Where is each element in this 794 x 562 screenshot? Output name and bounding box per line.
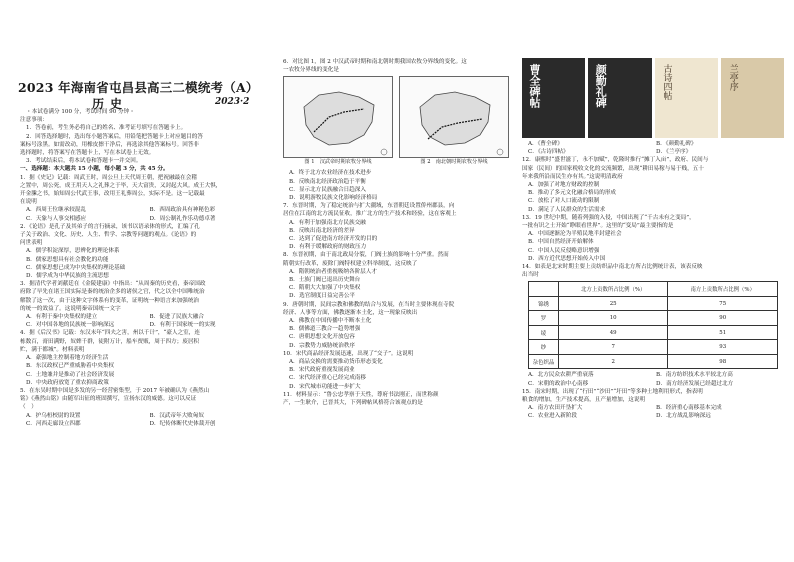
text-line: A．终于北方农业经济在技术进步	[289, 170, 372, 177]
text-line: B．反映出南北经济的差异	[289, 227, 355, 234]
text-line: C．达到了促进南方经济开发的目的	[289, 236, 378, 243]
option-row	[20, 206, 273, 214]
map-caption-1: 图 1 汉武帝时期农牧分界线	[304, 159, 372, 166]
map-figure-1	[283, 76, 393, 166]
map-figures	[283, 76, 513, 166]
option-text: D．纪传体断代史体裁开创	[149, 420, 216, 427]
text-line: 经济、人事等方面，佛教逐渐本土化，这一现象反映出	[283, 309, 418, 316]
text-line: 1．答卷前，考生务必将自己的姓名、准考证号填写在答题卡上。	[26, 125, 187, 132]
table-row	[529, 340, 778, 355]
table-cell: 90	[668, 311, 778, 326]
text-line: 7．东晋时期，为了稳定统治与扩大疆域，东晋朝廷设置侨州郡县，向	[283, 203, 455, 210]
table-cell: 锦绣	[529, 296, 559, 311]
map-caption-2: 图 2 南北朝时期农牧分界线	[420, 159, 488, 166]
text-line: 6．对比图 1，图 2 中汉武帝时期和南北朝时期我国农牧分界线的变化。这	[283, 59, 467, 65]
text-line: A．隋朝统治者重视吸纳各阶层人才	[289, 268, 377, 275]
text-line: A．加强了对地方财政的控制	[528, 182, 600, 189]
option-text: B．促进了民族大融合	[149, 314, 204, 321]
option-row	[20, 215, 273, 223]
text-line: B．中国自然经济开始解体	[528, 239, 594, 246]
text-line: A．儒学积淀深厚，思辨化的理论体系	[26, 248, 120, 255]
text-line: 栋数百，膏田满野，奴婢千群，徒附万计，船车贾贩，周于四方；废居积	[20, 338, 200, 345]
text-line: 一、选择题：本大题共 15 小题，每小题 3 分，共 45 分。	[20, 166, 169, 173]
text-line: 解散了这一次，由于这种文字体系有的变革，证明统一种语言来加强统治	[20, 297, 200, 304]
text-line: 5．在东吴时期中国是多发的另一经营密集型，于 2017 年被确认为《燕然山	[20, 387, 210, 394]
text-line: D．中央政府放宽了重农抑商政策	[26, 379, 109, 386]
text-line: 15．南宋时期，出现了“行田”“沙田”“圩田”等多种土地利用形式，指表明	[522, 388, 703, 395]
table-cell: 25	[558, 296, 668, 311]
text-line: A．商品交换的需要推动货币形态变化	[289, 359, 383, 366]
text-line: A．有利于加强南北方民族交融	[289, 219, 366, 226]
table-cell: 49	[558, 325, 668, 340]
text-line: 国家（民间）的国家税收文化的交流频繁，出现“耕田易稼与易于贱，五十	[522, 165, 704, 172]
exam-date: 2023·2	[215, 97, 250, 107]
table-cell: 2	[558, 354, 668, 369]
map-image-1	[283, 76, 393, 158]
text-line: 注意事项：	[20, 117, 48, 124]
text-line: A．佛教在中国传播中不断本土化	[289, 318, 372, 325]
text-line: C．宋代经济重心已经完成南移	[289, 375, 366, 382]
text-line: 4．据《后汉书》记载：东汉末年“四夫之害，州以千计”，“豪人之室，连	[20, 330, 200, 337]
text-line: 12．康熙时“盛世滋丁，永不加赋”，乾隆时推行“摊丁入亩”，政府、民间与	[522, 157, 709, 164]
text-line: A．中国逐渐沦为半殖民地半封建社会	[528, 231, 622, 238]
option-row	[20, 412, 273, 420]
text-line: 居住在江南的北方流民征收，推广北方的生产技术和经验，这在客观上	[283, 211, 457, 218]
column-three-questions-a	[522, 156, 784, 279]
option-text: C．《古诗四帖》	[528, 149, 569, 156]
option-text: A．《曹全碑》	[528, 141, 563, 147]
text-line: D．西方近代思想开始传入中国	[528, 255, 606, 262]
table-cell: 杂色织品	[529, 354, 559, 369]
text-line: （ ）	[20, 404, 37, 411]
table-row	[529, 325, 778, 340]
table-row	[529, 311, 778, 326]
text-line: 1．据《史记》记载：周武王时，周公旦上天代周王朝，把祝融最在会稽	[20, 174, 197, 181]
question-11-options	[522, 140, 784, 156]
option-text: A．护乌桓校尉的设置	[26, 412, 81, 419]
option-row	[522, 380, 784, 388]
column-two	[283, 58, 513, 407]
text-line: 开金縢之书，始知周公代武王事，改用王礼葬周公，实际不是。这一记载最	[20, 191, 205, 198]
option-text: C．河西走廊设立四郡	[26, 420, 81, 427]
text-line: 铭》《燕然山铭》由随军出征的班固撰写，宣扬东汉的威德。这可以反证	[20, 396, 197, 403]
option-text: C．宋朝的政治中心南移	[528, 380, 589, 387]
text-line: D．选官制度日益完善公平	[289, 293, 356, 300]
text-line: B．反映南北经济政治趋于平衡	[289, 178, 366, 185]
map-image-2	[399, 76, 509, 158]
calligraphy-image-3: 古诗四帖	[655, 58, 718, 138]
text-line: 10．宋代商品经济发展迅速，出现了“交子”。这说明	[283, 350, 414, 357]
option-row	[522, 404, 784, 412]
map-figure-2	[399, 76, 509, 166]
text-line: 11．材料显示：“鲁公忠孝禀于天性，尊府书法刚正，而世称颜	[283, 391, 439, 398]
table-cell: 罗	[529, 311, 559, 326]
text-line: 之置中，周公死，成王用天人之礼葬之于毕，天大富贵，又封起大风。成王大惧，	[20, 182, 222, 189]
text-line: C．儒家思想已成为中央集权的理论基础	[26, 264, 126, 271]
text-line: 8．东晋初期，由于南北政局分裂，门阀士族的影响十分严重。然而	[283, 252, 449, 259]
table-header-row	[529, 282, 778, 297]
text-line: 产，一生耿介，已晋其大，下列碑帖风格符合该观点的是	[283, 400, 423, 407]
option-row	[20, 313, 273, 321]
text-line: 2．《论语》是孔子及其弟子的言行摘录，该书以语录体的形式，汇编了孔	[20, 223, 200, 230]
table-cell: 纱	[529, 340, 559, 355]
table-header-cell: 南方上贡数所占比例（%）	[668, 282, 778, 297]
column-one	[20, 108, 273, 428]
option-text: D．南方经济发展已经超过北方	[656, 380, 734, 387]
exam-title: 2023 年海南省屯昌县高三二模统考（A）	[18, 80, 259, 95]
table-row	[529, 354, 778, 369]
table-cell: 绫	[529, 325, 559, 340]
table-cell: 51	[668, 325, 778, 340]
text-line: 问世表明	[20, 240, 43, 247]
option-text: A．南方农田开垦扩大	[528, 405, 583, 412]
text-line: 案标号涂黑。如需改动，用橡皮擦干净后，再选涂其他答案标号。回答非	[20, 141, 200, 148]
text-line: D．满足了人民群众的生活需求	[528, 206, 606, 213]
option-text: D．北方战乱影响深远	[656, 413, 711, 420]
table-cell: 98	[668, 354, 778, 369]
column-two-questions	[283, 169, 513, 407]
text-line: C．显示北方民族融合日趋深入	[289, 186, 366, 193]
text-line: C．放松了对人口流动的限制	[528, 198, 600, 205]
option-row	[522, 148, 784, 156]
option-text: C．农业进入新阶段	[528, 413, 578, 420]
text-line: 9．唐朝时期，民间宗教和佛教的结合与发展，在当时主要体现在寺院	[283, 301, 455, 308]
option-text: C．天象与人事交相感应	[26, 215, 87, 222]
option-text: B．汉武帝年大败匈奴	[149, 412, 204, 419]
option-text: B．西周政治具有神秘色彩	[149, 207, 216, 214]
table-row	[529, 296, 778, 311]
option-row	[20, 420, 273, 428]
text-line: B．士族门阀已退出历史舞台	[289, 277, 361, 284]
text-line: 子关于政治、文化、历史、人生、哲学、宗教等问题的观点。《论语》的	[20, 232, 197, 239]
text-line: 粮食的增加，生产技术提高，且产量增加，这说明	[522, 397, 646, 404]
option-row	[20, 321, 273, 329]
text-line: D．宋代城市功能进一步扩大	[289, 383, 361, 390]
text-line: 选择题时，将答案写在答题卡上，写在本试卷上无效。	[20, 150, 155, 157]
text-line: B．推动了多元文化融合格局的形成	[528, 190, 617, 197]
option-text: A．有利于秦中央集权的建立	[26, 314, 98, 321]
table-cell: 10	[558, 311, 668, 326]
option-row	[522, 371, 784, 379]
option-row	[522, 140, 784, 148]
option-text: C．对中国各地的民族统一影响深远	[26, 322, 115, 329]
text-line: 一批有识之士开始“睁眼看世界”。这里的“变局”最主要指的是	[522, 223, 674, 230]
text-line: 贮，满于都城”。材料表明	[20, 346, 85, 353]
option-row	[522, 412, 784, 420]
text-line: 3．考试结束后，将本试卷和答题卡一并交回。	[26, 158, 142, 165]
text-line: C．唐朝思想文化开放包容	[289, 334, 355, 341]
option-text: D．有利于国家统一的实现	[149, 322, 216, 329]
option-text: A．北方民众农耕严重衰落	[528, 372, 594, 379]
option-text: B．南方纺织技术水平较北方高	[656, 372, 733, 379]
text-line: 出当时	[522, 272, 539, 279]
calligraphy-image-2: 颜勤礼碑	[588, 58, 651, 138]
text-line: 隋朝实行改革，废除门阀特权建立科举制度，这反映了	[283, 260, 418, 267]
text-line: 2．回答选择题时，选出每小题答案后，用铅笔把答题卡上对应题目的答	[26, 133, 203, 140]
text-line: 府除了早先在诸王国实际是秦的统治企多的诸侯之官，代之以全中国唯统治	[20, 289, 205, 296]
text-line: C．隋朝大大加强了中央集权	[289, 285, 361, 292]
text-line: D．说明游牧民族文化影响经济格局	[289, 195, 378, 202]
textile-table	[528, 281, 778, 369]
option-text: A．西周王位继承较混乱	[26, 207, 86, 214]
table-cell: 7	[558, 340, 668, 355]
text-line: 年来我所沿而民生亦有其。”这说明清政府	[522, 173, 623, 180]
calligraphy-images	[522, 58, 784, 138]
text-line: 14．如表是北宋时期主要上贡纺织品中南北方所占比例统计表，该表反映	[522, 264, 703, 271]
text-line: 的统一的效益了。这说明秦帝国统一文字	[20, 305, 121, 312]
text-line: 一农牧分界线的变化是	[283, 67, 339, 74]
table-header-cell: 北方上贡数所占比例（%）	[558, 282, 668, 297]
text-line: B．儒佛道三教合一趋势增强	[289, 326, 361, 333]
text-line: 在说明	[20, 199, 37, 206]
exam-subject: 历史	[92, 97, 129, 111]
option-text: B．《颜勤礼碑》	[656, 141, 697, 147]
option-text: B．经济重心南移基本完成	[656, 405, 722, 412]
text-line: C．土地兼并是推动了社会经济发展	[26, 371, 115, 378]
table-cell: 75	[668, 296, 778, 311]
text-line: B．宋代政府重视发展商业	[289, 367, 355, 374]
text-line: A．豪强地主控制着地方经济生活	[26, 355, 109, 362]
text-line: 3．据清代学者刘献廷在《金陵建康》中指出：“从周秦的历史看，秦帝国政	[20, 281, 206, 288]
text-line: ・本试卷满分 100 分，考试时间 90 分钟・	[26, 109, 135, 115]
column-three-questions-b	[522, 371, 784, 420]
option-text: D．《兰亭序》	[656, 149, 692, 156]
table-cell: 93	[668, 340, 778, 355]
question-6-intro	[283, 58, 513, 74]
text-line: 13．19 世纪中期，随着列强的入侵，中国出现了“千古未有之变局”，	[522, 214, 695, 221]
text-line: D．宗教势力威胁统治秩序	[289, 342, 356, 349]
option-text: D．周公制礼作乐功德卓著	[149, 215, 216, 222]
text-line: B．儒家思想具有社会教化的功能	[26, 256, 109, 263]
text-line: D．儒学成为中华民族的主流思想	[26, 273, 109, 280]
calligraphy-image-1: 曹全碑帖	[522, 58, 585, 138]
text-line: D．有利于缓解政府的财政压力	[289, 244, 367, 251]
table-header-cell	[529, 282, 559, 297]
calligraphy-image-4: 兰亭序	[721, 58, 784, 138]
text-line: C．中国人民反侵略意识增强	[528, 247, 600, 254]
text-line: B．东汉政权已严重威胁着中央集权	[26, 363, 115, 370]
column-three	[522, 58, 784, 421]
